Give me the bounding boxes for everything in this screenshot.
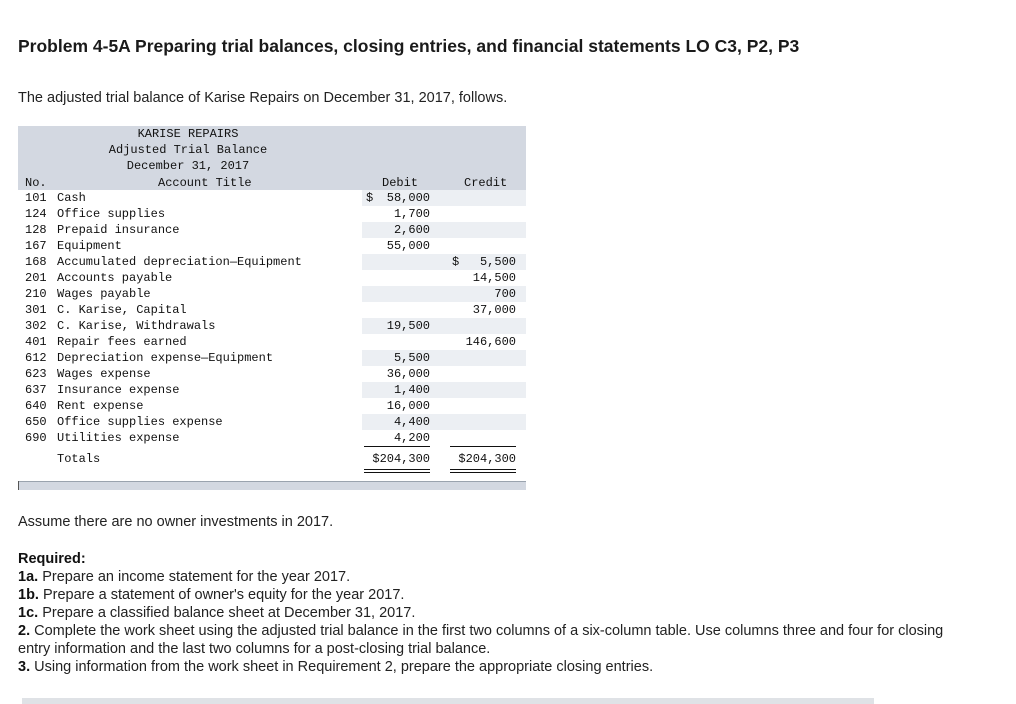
credit-dollar-sign: $: [452, 255, 460, 269]
account-number: 637: [25, 383, 47, 397]
statement-name: Adjusted Trial Balance: [108, 143, 268, 157]
credit-double-rule-2: [450, 472, 516, 473]
required-item-number: 2.: [18, 623, 31, 639]
col-debit: Debit: [382, 176, 419, 190]
account-title: C. Karise, Capital: [57, 303, 187, 317]
account-number: 124: [25, 207, 47, 221]
account-number: 210: [25, 287, 47, 301]
account-number: 612: [25, 351, 47, 365]
credit-amount: 5,500: [479, 255, 516, 269]
required-item-number: 1b.: [18, 587, 39, 603]
debit-amount: 5,500: [393, 351, 430, 365]
bottom-divider: [22, 698, 874, 704]
required-item-text: Complete the work sheet using the adjusted trial balance in the first two columns of a six-column table. Use columns three and four for closing entry information and the last two columns for a post-closing trial balance.: [18, 623, 944, 657]
debit-amount: 19,500: [386, 319, 430, 333]
account-title: Insurance expense: [57, 383, 180, 397]
table-header: [18, 126, 526, 190]
required-section: [18, 550, 978, 676]
account-title: Office supplies expense: [57, 415, 223, 429]
debit-amount: 55,000: [386, 239, 430, 253]
debit-amount: 16,000: [386, 399, 430, 413]
debit-double-rule-1: [364, 469, 430, 470]
problem-title: Problem 4-5A Preparing trial balances, closing entries, and financial statements LO C3, P2, P3: [18, 36, 800, 56]
account-number: 302: [25, 319, 47, 333]
account-title: Office supplies: [57, 207, 166, 221]
account-number: 401: [25, 335, 47, 349]
credit-double-rule-1: [450, 469, 516, 470]
company-name: KARISE REPAIRS: [137, 127, 239, 141]
required-item-number: 1a.: [18, 569, 39, 585]
required-item: [18, 622, 978, 658]
table-row: [18, 430, 526, 446]
credit-amount: 37,000: [472, 303, 516, 317]
table-row: [18, 318, 526, 334]
col-credit: Credit: [464, 176, 508, 190]
table-row: [18, 206, 526, 222]
table-footer: [18, 481, 526, 490]
account-title: Equipment: [57, 239, 122, 253]
account-title: Utilities expense: [57, 431, 180, 445]
account-title: C. Karise, Withdrawals: [57, 319, 216, 333]
trial-balance-table: [18, 126, 526, 489]
table-row: [18, 270, 526, 286]
col-no: No.: [25, 176, 47, 190]
account-number: 128: [25, 223, 47, 237]
account-number: 640: [25, 399, 47, 413]
table-row: [18, 382, 526, 398]
account-title: Rent expense: [57, 399, 144, 413]
table-row: [18, 398, 526, 414]
required-item: [18, 604, 978, 622]
credit-amount: 146,600: [465, 335, 516, 349]
required-item: [18, 586, 978, 604]
required-item-text: Prepare an income statement for the year 2017.: [42, 569, 351, 585]
account-number: 650: [25, 415, 47, 429]
debit-amount: 58,000: [386, 191, 430, 205]
table-row: [18, 302, 526, 318]
account-title: Wages expense: [57, 367, 151, 381]
table-row: [18, 350, 526, 366]
total-credit: $204,300: [458, 452, 516, 466]
total-debit: $204,300: [372, 452, 430, 466]
account-title: Accounts payable: [57, 271, 173, 285]
account-number: 167: [25, 239, 47, 253]
intro-text: The adjusted trial balance of Karise Repairs on December 31, 2017, follows.: [18, 90, 508, 106]
required-item-text: Prepare a statement of owner's equity for the year 2017.: [42, 587, 405, 603]
required-item-number: 1c.: [18, 605, 39, 621]
table-row: [18, 254, 526, 270]
credit-amount: 700: [494, 287, 516, 301]
account-title: Depreciation expense—Equipment: [57, 351, 274, 365]
account-title: Cash: [57, 191, 86, 205]
table-row: [18, 190, 526, 206]
account-title: Wages payable: [57, 287, 151, 301]
statement-date: December 31, 2017: [126, 159, 250, 173]
credit-total-rule: [450, 446, 516, 447]
account-number: 168: [25, 255, 47, 269]
debit-amount: 1,400: [393, 383, 430, 397]
required-item-text: Using information from the work sheet in Requirement 2, prepare the appropriate closing entries.: [34, 659, 654, 675]
debit-total-rule: [364, 446, 430, 447]
table-row: [18, 286, 526, 302]
debit-amount: 36,000: [386, 367, 430, 381]
totals-row: [18, 451, 526, 467]
debit-dollar-sign: $: [366, 191, 374, 205]
required-item-text: Prepare a classified balance sheet at December 31, 2017.: [42, 605, 416, 621]
table-row: [18, 414, 526, 430]
totals-label: Totals: [57, 452, 101, 466]
account-number: 623: [25, 367, 47, 381]
table-row: [18, 334, 526, 350]
account-title: Repair fees earned: [57, 335, 187, 349]
table-row: [18, 366, 526, 382]
account-number: 301: [25, 303, 47, 317]
account-title: Accumulated depreciation—Equipment: [57, 255, 302, 269]
account-title: Prepaid insurance: [57, 223, 180, 237]
account-number: 690: [25, 431, 47, 445]
debit-amount: 4,400: [393, 415, 430, 429]
credit-amount: 14,500: [472, 271, 516, 285]
debit-amount: 4,200: [393, 431, 430, 445]
debit-amount: 2,600: [393, 223, 430, 237]
required-heading: Required:: [18, 551, 86, 567]
debit-double-rule-2: [364, 472, 430, 473]
account-number: 101: [25, 191, 47, 205]
required-item: [18, 658, 978, 676]
account-number: 201: [25, 271, 47, 285]
required-item-number: 3.: [18, 659, 31, 675]
table-row: [18, 222, 526, 238]
required-item: [18, 568, 978, 586]
debit-amount: 1,700: [393, 207, 430, 221]
table-row: [18, 238, 526, 254]
col-account-title: Account Title: [158, 176, 252, 190]
assumption-text: Assume there are no owner investments in 2017.: [18, 514, 334, 530]
